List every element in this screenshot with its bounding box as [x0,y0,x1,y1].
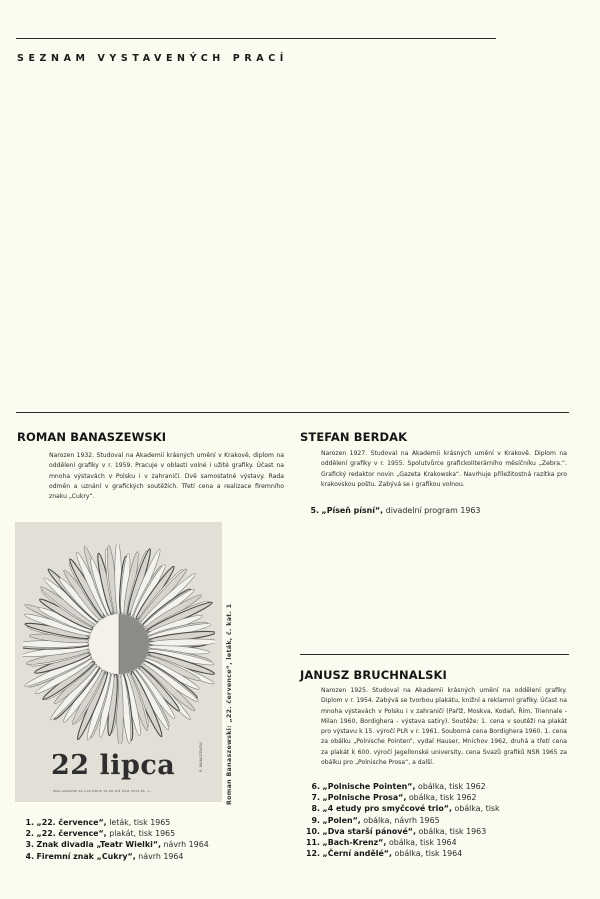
artist-name-bruchnalski: JANUSZ BRUCHNALSKI [300,668,447,682]
work-number: 12. [306,849,320,859]
work-title: „Bach-Krenz“, [322,838,387,848]
poster-fine-print: WAG KRAKÓW ZA KLR DRUK 42-66 R-8 ZAM 3334 ZŁ. 1,- [53,789,153,793]
work-item [306,803,500,814]
work-list-berdak [309,505,480,516]
work-item [306,792,500,803]
work-details: obálka, tisk 1962 [415,782,486,791]
work-item [306,815,500,826]
work-number: 8. [311,804,320,814]
work-item [24,851,209,862]
work-title: „Polnische Prosa“, [322,793,407,803]
work-title: Firemní znak „Cukry“, [36,851,136,861]
work-number: 9. [311,815,320,825]
artists-divider [16,412,569,413]
artist-bio-berdak: Narozen 1927. Studoval na Akademii krásných umění v Krakově. Diplom na oddělení grafiky v r. 1955. Spolutvůrce grafickoliterárního měsíčníku „Zebra.“. Grafický redaktor novin „Gazeta Krakowska“. Navrhuje příležitostná razítka pro krakovskou poštu. Zabývá se i grafikou volnou. [321,450,567,488]
work-number: 4. [25,851,34,861]
work-title: „22. července“, [36,829,107,839]
section-title: SEZNAM VYSTAVENÝCH PRACÍ [17,53,288,64]
work-details: návrh 1964 [161,840,209,850]
top-divider [16,38,496,39]
work-number: 6. [311,782,320,791]
flower-illustration [23,544,215,744]
work-title: „Polen“, [322,815,361,825]
artist-name-banaszewski: ROMAN BANASZEWSKI [17,430,167,444]
artist-bio-banaszewski: Narozen 1932. Studoval na Akademii krásných umění v Krakově, diplom na oddělení grafiky v r. 1959. Pracuje v oblasti volné i užité grafiky. Účast na mnoha výstavách v Polsku i v zahraničí. Dvě samostatné výstavy. Rada odměn a uznání v grafických soutěžích. Třetí cena a realizace firemního znaku „Cukry“. [49,452,284,501]
artist-bio-bruchnalski: Narozen 1925. Studoval na Akademii krásných umění na oddělení grafiky. Diplom v r. 1954. Zabývá se tvorbou plakátu, knižní a reklamní grafiky. Účast na mnoha výstavách v Polsku i v zahraničí (Paříž, Moskva, Kodaň, Řím, Triennale - Milan 1960, Bordighera - výstava satiry). Soutěže: 1. cena v soutěži na plakát pro výstavu k 15. výročí PLR v r. 1961. Souborná cena Bordighera 1960. 1. cena za obálku „Polnische Pointen“, vydal Hauser, Mnichov 1962, druhá a třetí cena za plakát k 600. výročí Jagellonské university, cena Svazů grafiků NSR 1965 za obálku pro „Polnische Prosa“, a další. [321,687,567,767]
work-details: plakát, tisk 1965 [106,829,176,839]
work-details: obálka, návrh 1965 [360,815,440,825]
work-details: obálka, tisk [451,804,500,814]
work-item [24,817,209,828]
work-number: 1. [25,818,34,827]
work-list-banaszewski [24,817,209,862]
poster-image-22-lipca [15,522,222,802]
work-details: návrh 1964 [135,851,184,861]
work-title: „Dva starší pánové“, [322,826,416,836]
work-details: obálka, tisk 1963 [416,826,487,836]
work-item [306,848,500,859]
work-number: 2. [25,829,34,839]
work-title: „Černí andělé“, [322,849,392,859]
work-details: divadelní program 1963 [383,506,481,515]
work-item [306,781,500,792]
work-details: obálka, tisk 1962 [406,793,477,803]
work-title: „Píseň písní“, [321,506,384,515]
work-number: 11. [306,838,320,848]
work-number: 5. [310,506,319,515]
work-details: obálka, tisk 1964 [386,838,457,848]
work-item [306,826,500,837]
poster-headline: 22 lipca [51,750,176,781]
work-item [24,839,209,850]
work-title: „4 etudy pro smyčcové trio“, [322,804,452,814]
poster-caption: Roman Banaszewski: „22. července“, leták, č. kat. 1 [226,603,233,805]
work-number: 7. [311,793,320,803]
work-title: Znak divadla „Teatr Wielki“, [36,840,162,850]
work-number: 10. [306,826,320,836]
work-item [306,837,500,848]
bruchnalski-divider [300,654,569,655]
artist-name-berdak: STEFAN BERDAK [300,430,408,444]
poster-signature: R. BANASZEWSKI [199,741,203,772]
work-item [24,828,209,839]
work-list-bruchnalski [306,781,500,859]
work-number: 3. [25,840,34,850]
work-details: obálka, tisk 1964 [392,849,463,859]
work-title: „22. července“, [36,818,107,827]
work-item [309,505,480,516]
work-details: leták, tisk 1965 [106,818,171,827]
work-title: „Polnische Pointen“, [322,782,416,791]
